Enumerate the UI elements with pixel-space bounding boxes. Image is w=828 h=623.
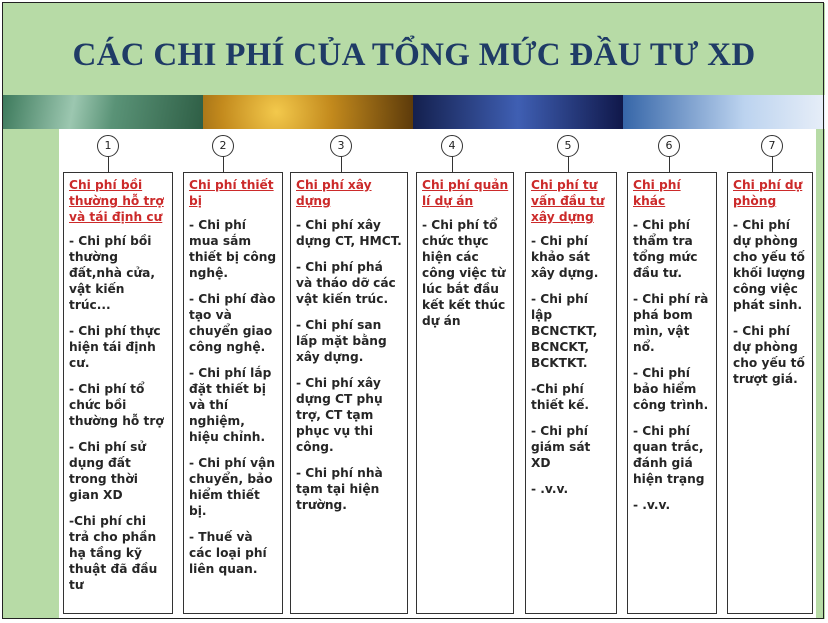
cost-item: - Chi phí tổ chức bồi thường hỗ trợ bbox=[69, 382, 164, 428]
cost-item: - .v.v. bbox=[633, 498, 671, 512]
cost-item: - Chi phí sử dụng đất trong thời gian XD bbox=[69, 440, 147, 502]
cost-item: -Chi phí chi trả cho phần hạ tầng kỹ thuật đã đầu tư bbox=[69, 514, 158, 592]
cost-item: - Chi phí rà phá bom mìn, vật nổ. bbox=[633, 292, 709, 354]
column-number-4: 4 bbox=[441, 135, 463, 157]
slide-border bbox=[2, 2, 824, 619]
cost-item: - Chi phí lắp đặt thiết bị và thí nghiệm, hiệu chỉnh. bbox=[189, 366, 272, 444]
cost-item: - Chi phí lập BCNCTKT, BCNCKT, BCKTKT. bbox=[531, 292, 598, 370]
column-title: Chi phí khác bbox=[633, 178, 681, 208]
column-title: Chi phí tư vấn đầu tư xây dựng bbox=[531, 178, 605, 224]
cost-item: - Chi phí thực hiện tái định cư. bbox=[69, 324, 161, 370]
column-title: Chi phí quản lí dự án bbox=[422, 178, 509, 208]
cost-item: - Chi phí san lấp mặt bằng xây dựng. bbox=[296, 318, 387, 364]
cost-item: - Chi phí dự phòng cho yếu tố trượt giá. bbox=[733, 324, 805, 386]
column-title: Chi phí bồi thường hỗ trợ và tái định cư bbox=[69, 178, 164, 224]
cost-item: - Chi phí thẩm tra tổng mức đầu tư. bbox=[633, 218, 698, 280]
column-number-6: 6 bbox=[658, 135, 680, 157]
cost-item: - Chi phí dự phòng cho yếu tố khối lượng công việc phát sinh. bbox=[733, 218, 806, 312]
cost-item: - Chi phí bồi thường đất,nhà cửa, vật kiến trúc... bbox=[69, 234, 155, 312]
cost-item: -Chi phí thiết kế. bbox=[531, 382, 590, 412]
cost-item: - Chi phí đào tạo và chuyển giao công nghệ. bbox=[189, 292, 276, 354]
column-title: Chi phí xây dựng bbox=[296, 178, 372, 208]
column-number-3: 3 bbox=[330, 135, 352, 157]
cost-item: - Chi phí phá và tháo dỡ các vật kiến trúc. bbox=[296, 260, 396, 306]
cost-item: - Chi phí mua sắm thiết bị công nghệ. bbox=[189, 218, 277, 280]
cost-item: - Chi phí nhà tạm tại hiện trường. bbox=[296, 466, 383, 512]
cost-item: - Chi phí giám sát XD bbox=[531, 424, 591, 470]
cost-item: - Chi phí tổ chức thực hiện các công việc từ lúc bắt đầu kết kết thúc dự án bbox=[422, 218, 506, 328]
cost-item: - Chi phí khảo sát xây dựng. bbox=[531, 234, 599, 280]
cost-item: - Chi phí xây dựng CT, HMCT. bbox=[296, 218, 402, 248]
cost-item: - Chi phí quan trắc, đánh giá hiện trạng bbox=[633, 424, 705, 486]
cost-item: - Chi phí xây dựng CT phụ trợ, CT tạm phục vụ thi công. bbox=[296, 376, 383, 454]
column-title: Chi phí thiết bị bbox=[189, 178, 274, 208]
column-number-2: 2 bbox=[212, 135, 234, 157]
cost-item: - .v.v. bbox=[531, 482, 569, 496]
cost-item: - Thuế và các loại phí liên quan. bbox=[189, 530, 267, 576]
column-title: Chi phí dự phòng bbox=[733, 178, 803, 208]
cost-item: - Chi phí bảo hiểm công trình. bbox=[633, 366, 709, 412]
column-number-1: 1 bbox=[97, 135, 119, 157]
cost-item: - Chi phí vận chuyển, bảo hiểm thiết bị. bbox=[189, 456, 276, 518]
column-number-7: 7 bbox=[761, 135, 783, 157]
column-number-5: 5 bbox=[557, 135, 579, 157]
slide-title: CÁC CHI PHÍ CỦA TỔNG MỨC ĐẦU TƯ XD bbox=[72, 37, 756, 73]
